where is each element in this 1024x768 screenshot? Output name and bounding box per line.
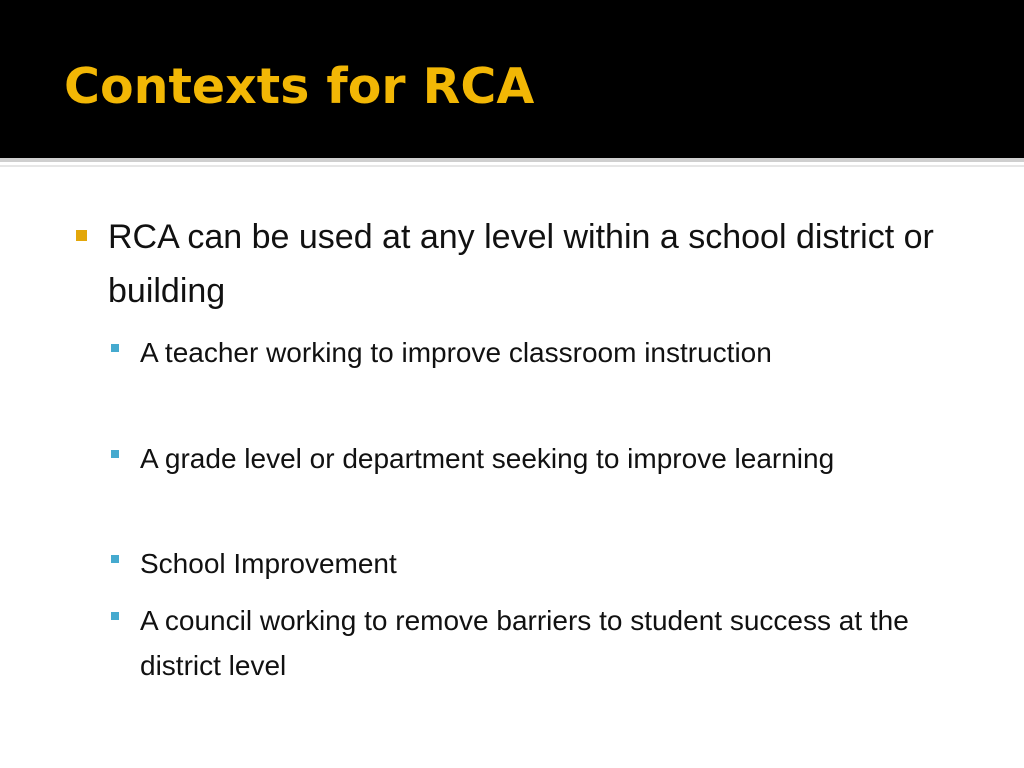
sub-bullet-text: A grade level or department seeking to improve learning xyxy=(140,443,835,474)
slide-title: Contexts for RCA xyxy=(64,58,535,115)
sub-bullet-text: School Improvement xyxy=(140,548,397,579)
sub-bullet-text: A council working to remove barriers to student success at the district level xyxy=(140,605,909,681)
square-bullet-icon xyxy=(111,612,119,620)
square-bullet-icon xyxy=(111,344,119,352)
square-bullet-icon xyxy=(111,450,119,458)
square-bullet-icon xyxy=(111,555,119,563)
bullet-text: RCA can be used at any level within a school district or building xyxy=(108,218,934,310)
square-bullet-icon xyxy=(76,230,87,241)
sub-bullet-text: A teacher working to improve classroom instruction xyxy=(140,337,772,368)
